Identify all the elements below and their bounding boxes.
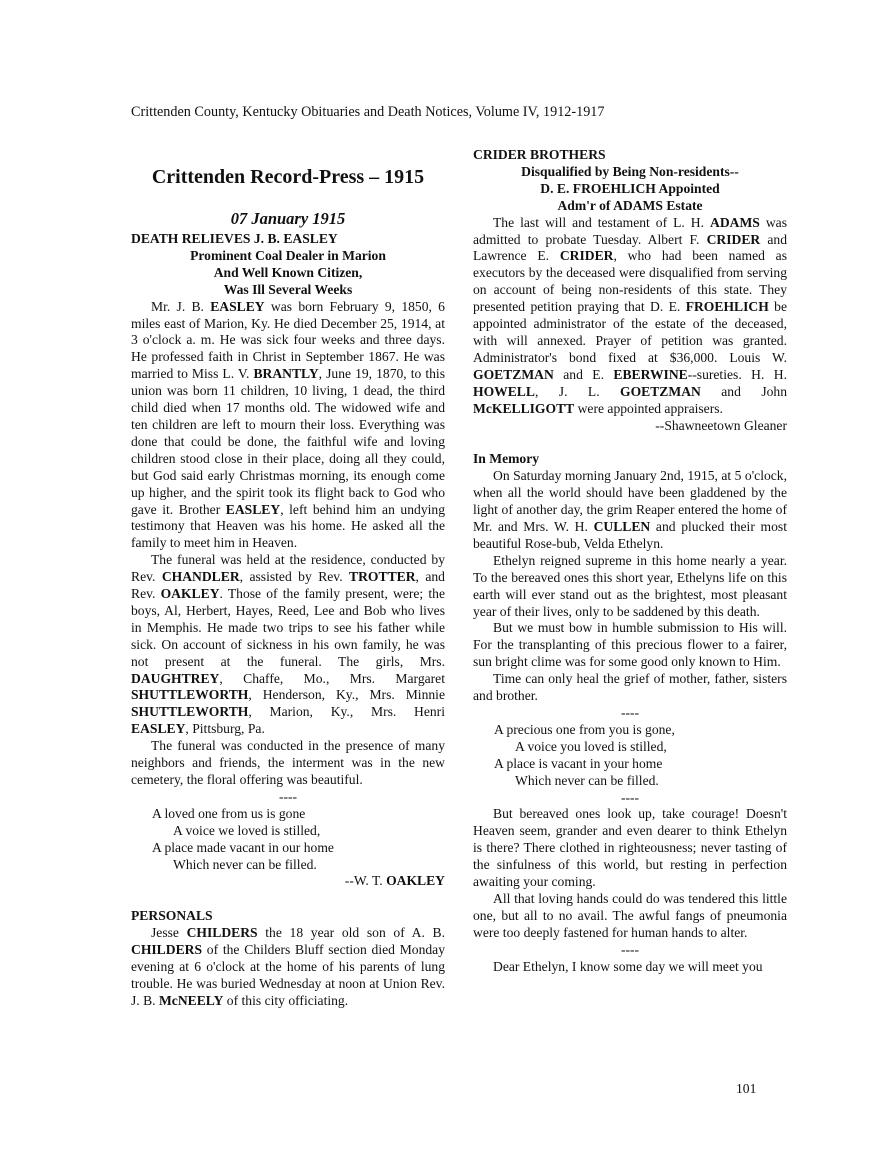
headline: PERSONALS — [131, 908, 213, 924]
text-run: On Saturday morning January 2nd, 1915, at 5 o'clock, when all the world should have been gladdened by the light of another day, the grim Reaper entered the home of Mr. and Mrs. W. H. — [473, 468, 787, 535]
paragraph — [131, 299, 445, 553]
paragraph: Time can only heal the grief of mother, father, sisters and brother. — [473, 671, 787, 704]
source-credit: --Shawneetown Gleaner — [655, 417, 787, 433]
surname: CHILDERS — [131, 942, 203, 958]
text-run: --W. T. — [344, 873, 387, 889]
separator: ---- — [278, 788, 298, 804]
article-personals — [131, 908, 445, 1009]
surname: FROEHLICH — [685, 299, 769, 315]
surname: CHILDERS — [186, 925, 258, 941]
text-run: . Those of the family present, were; the boys, Al, Herbert, Hayes, Reed, Lee and Bob who lives in Memphis. He made two trips to see his father while sick. On account of sickness in his own family, he was not present at the funeral. The girls, Mrs. — [131, 586, 445, 669]
surname: DAUGHTREY — [131, 670, 220, 686]
verse-line: A loved one from us is gone — [152, 805, 306, 821]
text-run: the 18 year old son of A. B. — [257, 925, 445, 941]
paragraph — [131, 925, 445, 1010]
text-run: , who had been named as executors by the deceased were disqualified from serving on account of being non-residents of this state. They presented petition praying that D. E. — [473, 248, 788, 315]
surname: ADAMS — [710, 214, 760, 230]
text-run: and John — [700, 383, 788, 399]
surname: BRANTLY — [253, 366, 319, 382]
text-run: and plucked their most beautiful Rose-bub, Velda Ethelyn. — [473, 519, 787, 551]
subheadline: Disqualified by Being Non-residents-- — [521, 163, 739, 179]
surname: McNEELY — [158, 992, 224, 1008]
left-column — [131, 165, 445, 1010]
article-easley — [131, 231, 445, 890]
subheadline: D. E. FROEHLICH Appointed — [540, 180, 720, 196]
text-run: , left behind him an undying testimony that Heaven was his home. He asked all the family to meet him in Heaven. — [131, 501, 445, 551]
text-run: of the Childers Bluff section died Monday evening at 6 o'clock at the home of his parents of lung trouble. He was buried Wednesday at noon at Union Rev. J. B. — [131, 942, 445, 1008]
surname: TROTTER — [349, 569, 416, 585]
verse-line: A voice you loved is stilled, — [515, 738, 667, 754]
surname: McKELLIGOTT — [473, 400, 575, 416]
text-run: were appointed appraisers. — [574, 400, 723, 416]
text-run: be appointed administrator of the estate of the deceased, with will annexed. Prayer of petition was granted. Administrator's bond fixed at $36,000. Louis W. — [473, 299, 787, 365]
separator: ---- — [620, 705, 640, 720]
verse-line: Which never can be filled. — [173, 856, 317, 872]
text-run: , Henderson, Ky., Mrs. Minnie — [248, 687, 445, 703]
surname: CRIDER — [559, 248, 614, 264]
spacer — [131, 890, 445, 908]
running-header: Crittenden County, Kentucky Obituaries and Death Notices, Volume IV, 1912-1917 — [131, 104, 605, 120]
surname: EBERWINE — [613, 366, 688, 382]
headline: In Memory — [473, 451, 540, 467]
article-in-memory — [473, 451, 787, 975]
text-run: and Lawrence E. — [473, 231, 787, 264]
paragraph: Dear Ethelyn, I know some day we will meet you — [493, 958, 763, 974]
signature — [131, 873, 445, 890]
surname: SHUTTLEWORTH — [131, 704, 249, 720]
paragraph — [473, 468, 787, 553]
paragraph: But we must bow in humble submission to His will. For the transplanting of this precious flower to a fairer, sun bright clime was for some good only known to Him. — [473, 620, 787, 670]
text-run: , June 19, 1870, to this union was born 11 children, 10 living, 1 dead, the third child died when 17 months old. The widowed wife and ten children are left to mourn their loss. Everything was done that could be done, the faithful wife and loving children stood close in their place, doing all they could, but God said early Christmas morning, its enough come up higher, and the spirit took its flight back to God who gave it. Brother — [131, 366, 445, 517]
text-run: The last will and testament of L. H. — [493, 214, 711, 230]
text-run: , Chaffe, Mo., Mrs. Margaret — [219, 670, 445, 686]
publication-title: Crittenden Record-Press – 1915 — [151, 166, 425, 188]
paragraph — [131, 552, 445, 738]
text-run: , assisted by Rev. — [239, 569, 350, 585]
separator: ---- — [620, 789, 640, 805]
paragraph: Ethelyn reigned supreme in this home nearly a year. To the bereaved ones this short year, Ethelyns life on this earth will ever stand out as the brightest, most pleasant year of their lives, only to be saddened by this death. — [473, 552, 787, 619]
surname: CRIDER — [706, 231, 761, 247]
paragraph: The funeral was conducted in the presence of many neighbors and friends, the interment was in the new cemetery, the floral offering was beautiful. — [131, 738, 445, 787]
text-run: and E. — [553, 366, 614, 382]
text-run: was admitted to probate Tuesday. Albert F. — [473, 214, 787, 247]
right-column — [473, 147, 787, 976]
text-run: , Marion, Ky., Mrs. Henri — [248, 704, 445, 720]
text-run: , Pittsburg, Pa. — [185, 721, 265, 737]
headline: CRIDER BROTHERS — [473, 147, 606, 162]
surname: CULLEN — [593, 519, 651, 535]
spacer — [473, 434, 787, 451]
verse-line: Which never can be filled. — [515, 772, 659, 788]
verse-line: A voice we loved is stilled, — [173, 822, 321, 838]
surname: OAKLEY — [160, 586, 220, 602]
surname: OAKLEY — [386, 873, 445, 889]
surname: EASLEY — [225, 501, 281, 517]
headline: DEATH RELIEVES J. B. EASLEY — [131, 231, 338, 246]
text-run: Mr. J. B. — [151, 298, 211, 314]
verse-line: A place made vacant in our home — [152, 839, 334, 855]
subheadline: Adm'r of ADAMS Estate — [557, 197, 703, 213]
paragraph: All that loving hands could do was tendered this little one, but all to no avail. The awful fangs of pneumonia were too deeply fastened for human hands to alter. — [473, 890, 787, 940]
text-run: Jesse — [151, 925, 187, 941]
separator: ---- — [620, 941, 640, 957]
text-run: was born February 9, 1850, 6 miles east of Marion, Ky. He died December 25, 1914, at 3 o'clock a. m. He was sick four weeks and three days. He professed faith in Christ in September 1867. He was married to Miss L. V. — [131, 298, 445, 382]
page-number: 101 — [736, 1081, 757, 1096]
text-run: of this city officiating. — [223, 992, 349, 1008]
subheadline: Was Ill Several Weeks — [223, 281, 353, 297]
subheadline: Prominent Coal Dealer in Marion — [190, 247, 386, 263]
surname: GOETZMAN — [620, 383, 701, 399]
surname: EASLEY — [210, 298, 265, 314]
paragraph: But bereaved ones look up, take courage! Doesn't Heaven seem, grander and even dearer to think Ethelyn is there? There clothed in righteousness; never tasting of the sinfulness of this world, but resting in perfection awaiting your coming. — [473, 806, 787, 890]
text-run: --sureties. H. H. — [687, 366, 787, 382]
subheadline: And Well Known Citizen, — [213, 264, 363, 280]
surname: SHUTTLEWORTH — [131, 687, 249, 703]
surname: CHANDLER — [161, 569, 240, 585]
surname: GOETZMAN — [473, 366, 554, 382]
issue-date: 07 January 1915 — [230, 209, 346, 228]
article-crider — [473, 147, 787, 434]
paragraph — [473, 215, 787, 418]
verse-line: A precious one from you is gone, — [494, 721, 675, 737]
verse-line: A place is vacant in your home — [494, 755, 663, 771]
surname: EASLEY — [131, 721, 186, 737]
surname: HOWELL — [473, 383, 535, 399]
text-run: , J. L. — [534, 383, 621, 399]
text-run: , and Rev. — [131, 569, 445, 602]
text-run: The funeral was held at the residence, conducted by Rev. — [131, 552, 445, 585]
